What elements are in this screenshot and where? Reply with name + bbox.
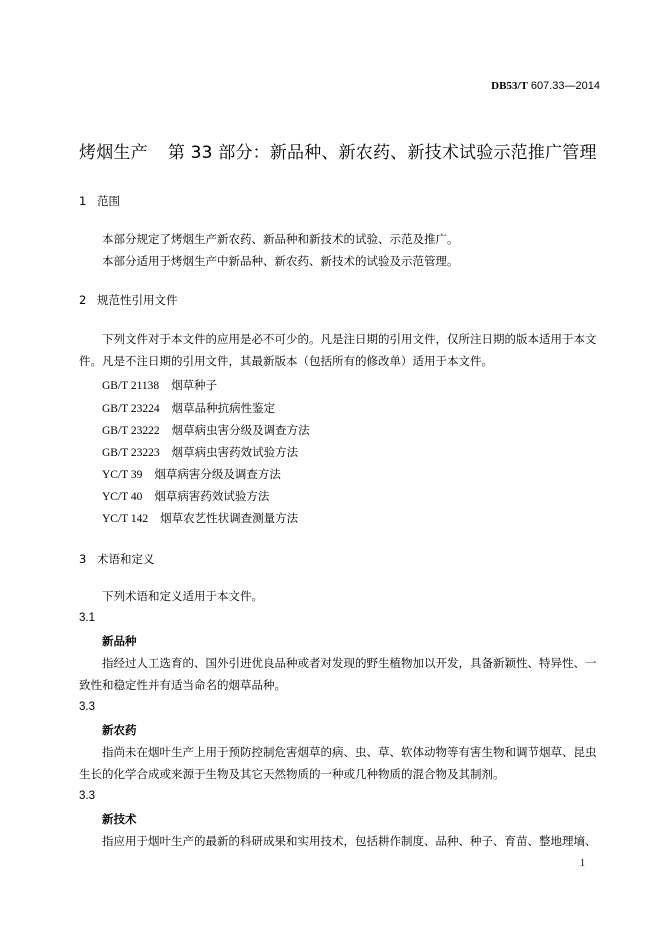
reference-item: YC/T 142 烟草农艺性状调查测量方法 [102, 511, 299, 525]
definition: 指尚未在烟叶生产上用于预防控制危害烟草的病、虫、草、软体动物等有害生物和调节烟草、昆虫 [102, 745, 597, 759]
definition: 致性和稳定性并有适当命名的烟草品种。 [79, 678, 286, 692]
definition: 指经过人工选育的、国外引进优良品种或者对发现的野生植物加以开发，具备新颖性、特异性、一 [102, 656, 597, 670]
section-2-heading [79, 292, 178, 308]
paragraph: 本部分适用于烤烟生产中新品种、新农药、新技术的试验及示范管理。 [102, 254, 459, 268]
paragraph: 本部分规定了烤烟生产新农药、新品种和新技术的试验、示范及推广。 [102, 232, 459, 246]
definition: 指应用于烟叶生产的最新的科研成果和实用技术，包括耕作制度、品种、种子、育苗、整地理墒、 [102, 834, 597, 848]
reference-item: YC/T 39 烟草病害分级及调查方法 [102, 467, 281, 481]
clause-number: 3.3 [79, 701, 95, 713]
definition: 生长的化学合成或来源于生物及其它天然物质的一种或几种物质的混合物及其制剂。 [79, 767, 505, 781]
title-part-a: 烤烟生产 [79, 143, 148, 163]
section-title: 范围 [97, 194, 120, 208]
paragraph: 件。凡是不注日期的引用文件，其最新版本（包括所有的修改单）适用于本文件。 [79, 354, 493, 368]
section-1-heading [79, 193, 120, 209]
standard-prefix: DB53/T [491, 80, 528, 92]
section-title: 规范性引用文件 [97, 293, 178, 307]
section-title: 术语和定义 [97, 552, 155, 566]
paragraph: 下列术语和定义适用于本文件。 [102, 589, 263, 603]
section-3-heading [79, 551, 155, 567]
reference-item: YC/T 40 烟草病害药效试验方法 [102, 489, 270, 503]
section-number: 3 [79, 552, 87, 566]
section-number: 1 [79, 194, 87, 208]
clause-number: 3.1 [79, 612, 95, 624]
section-number: 2 [79, 293, 87, 307]
clause-number: 3.3 [79, 790, 95, 802]
standard-code [491, 80, 600, 92]
page-number: 1 [580, 858, 585, 869]
paragraph: 下列文件对于本文件的应用是必不可少的。凡是注日期的引用文件，仅所注日期的版本适用于本文 [102, 332, 597, 346]
term-name: 新技术 [102, 812, 137, 826]
term-name: 新品种 [102, 634, 137, 648]
standard-number: 607.33—2014 [530, 80, 600, 92]
reference-item: GB/T 23224 烟草品种抗病性鉴定 [102, 401, 276, 415]
term-name: 新农药 [102, 723, 137, 737]
reference-item: GB/T 23223 烟草病虫害药效试验方法 [102, 445, 299, 459]
reference-item: GB/T 23222 烟草病虫害分级及调查方法 [102, 423, 310, 437]
document-title [79, 138, 609, 163]
reference-item: GB/T 21138 烟草种子 [102, 378, 218, 392]
title-part-b: 第 33 部分：新品种、新农药、新技术试验示范推广管理 [167, 143, 597, 163]
